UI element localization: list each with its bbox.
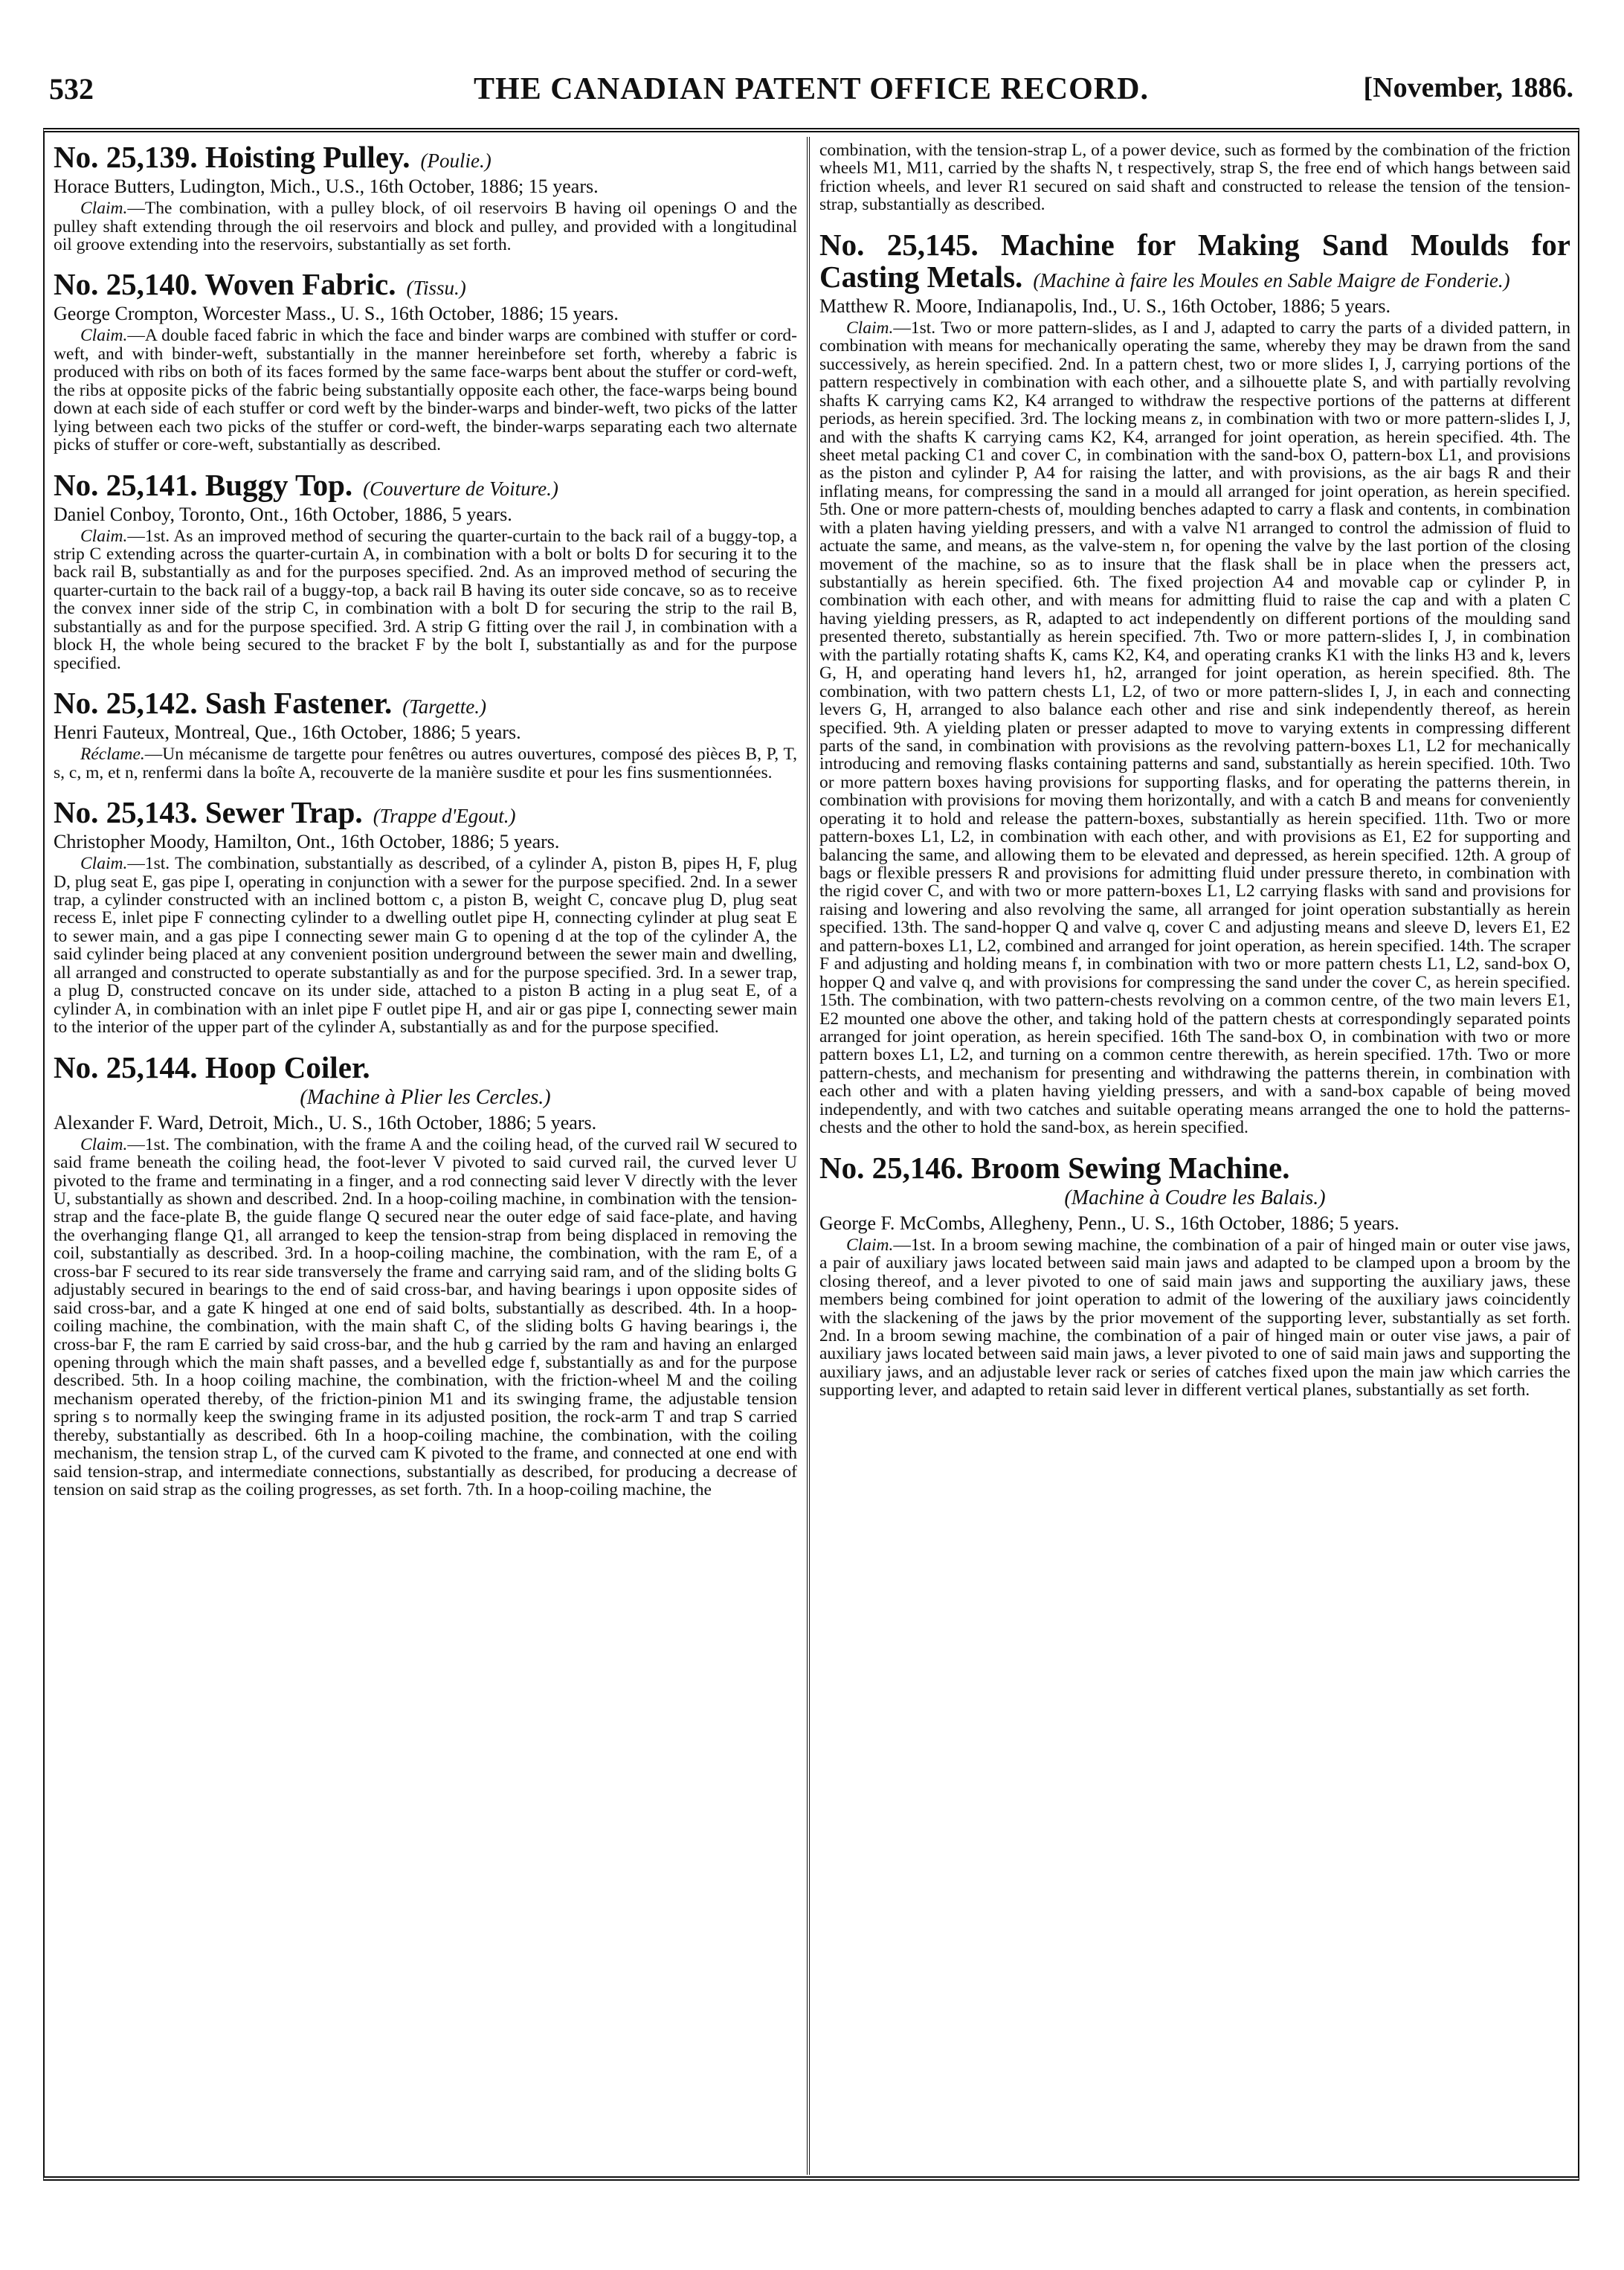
patent-entry — [819, 1152, 1570, 1400]
patent-entry — [54, 797, 797, 1036]
patent-entry — [54, 687, 797, 782]
patent-entry — [54, 141, 797, 254]
patent-entry — [819, 229, 1570, 1137]
patent-number: No. 25,146. — [819, 1150, 964, 1185]
patent-heading — [54, 687, 797, 719]
patent-claim — [54, 1136, 797, 1499]
claim-label: Claim. — [80, 1134, 128, 1154]
patent-claim — [54, 527, 797, 673]
patent-title: Woven Fabric. — [204, 267, 396, 302]
patent-inventor: Christopher Moody, Hamilton, Ont., 16th October, 1886; 5 years. — [54, 831, 560, 853]
right-column — [819, 141, 1570, 2172]
patent-claim — [54, 327, 797, 454]
patent-number: No. 25,142. — [54, 686, 198, 721]
patent-inventor: Matthew R. Moore, Indianapolis, Ind., U. S., 16th October, 1886; 5 years. — [819, 295, 1391, 317]
claim-text: —Un mécanisme de targette pour fenêtres ou autres ouvertures, composé des pièces B, P, T, s, c, m, et n, renfermi dans la boîte A, recouverte de la manière susdite et pour les fins susmentionnées. — [54, 745, 797, 782]
patent-french-title: (Machine à Plier les Cercles.) — [300, 1085, 551, 1109]
patent-french-title: (Couverture de Voiture.) — [363, 477, 558, 500]
claim-text: —1st. As an improved method of securing the quarter-curtain to the back rail of a buggy-top, a strip C extending across the quarter-curtain A, in combination with a bolt or bolts D for securing it to the back rail B, substantially as and for the purposes specified. 2nd. As an improved method of securing the quarter-curtain to the back rail of a buggy-top, a back rail B having its outer side concave, so as to receive the convex inner side of the strip C, in combination with a bolt D for securing the strip to the rail B, substantially as and for the purpose specified. 3rd. A strip G fitting over the rail J, in combination with a block H, the whole being secured to the bracket F by the bolt I, substantially as and for the purpose specified. — [54, 526, 797, 673]
claim-label: Claim. — [846, 1235, 894, 1255]
patent-claim — [54, 199, 797, 254]
patent-inventor: Horace Butters, Ludington, Mich., U.S., 16th October, 1886; 15 years. — [54, 176, 599, 198]
patent-inventor: George Crompton, Worcester Mass., U. S., 16th October, 1886; 15 years. — [54, 303, 619, 325]
patent-claim — [54, 745, 797, 782]
patent-number: No. 25,141. — [54, 467, 198, 502]
patent-title: Machine for Making Sand Moulds for Casting Metals. — [819, 227, 1570, 294]
left-column — [54, 141, 797, 2172]
issue-date: [November, 1886. — [1363, 72, 1573, 103]
page-header — [49, 71, 1573, 116]
patent-number: No. 25,140. — [54, 267, 198, 302]
patent-claim — [54, 855, 797, 1036]
patent-claim — [819, 319, 1570, 1137]
patent-heading — [819, 229, 1570, 293]
patent-french-title: (Trappe d'Egout.) — [373, 805, 516, 828]
patent-entry — [54, 469, 797, 673]
patent-heading — [54, 269, 797, 300]
patent-french-title: (Poulie.) — [420, 149, 492, 172]
patent-title: Broom Sewing Machine. — [970, 1150, 1290, 1185]
claim-text: —The combination, with a pulley block, of oil reservoirs B having oil openings O and the pulley shaft extending through the oil reservoirs and block and pulley, and provided with a longitudinal oil groove extending into the reservoirs, substantially as set forth. — [54, 199, 797, 254]
page-number: 532 — [49, 72, 94, 106]
patent-french-title: (Machine à Coudre les Balais.) — [1064, 1186, 1326, 1209]
patent-inventor: Alexander F. Ward, Detroit, Mich., U. S., 16th October, 1886; 5 years. — [54, 1111, 597, 1134]
patent-inventor: Henri Fauteux, Montreal, Que., 16th October, 1886; 5 years. — [54, 721, 521, 744]
claim-label: Claim. — [80, 326, 128, 346]
patent-inventor: Daniel Conboy, Toronto, Ont., 16th October, 1886, 5 years. — [54, 503, 512, 525]
patent-heading — [54, 1049, 797, 1084]
patent-entry — [54, 1049, 797, 1500]
patent-inventor: George F. McCombs, Allegheny, Penn., U. S., 16th October, 1886; 5 years. — [819, 1212, 1399, 1234]
claim-label: Claim. — [846, 318, 894, 338]
patent-heading — [54, 469, 797, 501]
patent-entry — [54, 269, 797, 454]
patent-title: Hoop Coiler. — [204, 1049, 370, 1084]
patent-title: Sash Fastener. — [204, 686, 393, 721]
claim-text: —A double faced fabric in which the face and binder warps are combined with stuffer or cord-weft, and with binder-weft, substantially in the manner hereinbefore set forth, whereby a fabric is produced with ribs on both of its faces formed by the same face-warps bent about the stuffer or cord-weft, the ribs at opposite picks of the fabric being substantially opposite each other, the face-warps being bound down at each side of each stuffer or cord weft by the binder-warps and binder-weft, two picks of the latter lying between each two picks of the stuffer or cord-weft, the binder-warps separating each two alternate picks of stuffer or core-weft, substantially as described. — [54, 326, 797, 455]
patent-french-title: (Machine à faire les Moules en Sable Maigre de Fonderie.) — [1033, 269, 1510, 292]
claim-label: Réclame. — [80, 745, 145, 765]
journal-title: THE CANADIAN PATENT OFFICE RECORD. — [474, 72, 1149, 106]
claim-text: —1st. The combination, substantially as described, of a cylinder A, piston B, pipes H, F, plug D, plug seat E, gas pipe I, operating in conjunction with a sewer for the purpose specified. 2nd. In a sewer trap, a cylinder constructed with an inclined bottom c, a piston B, weight C, concave plug D, plug seat recess E, inlet pipe F connecting cylinder to a dwelling outlet pipe H, connecting cylinder at plug seat E to sewer main, and a gas pipe I connecting sewer main G to opening d at the top of the cylinder A, the said cylinder being placed at any convenient position underground between the sewer main and dwelling, all arranged and constructed to operate substantially as and for the purpose specified. 3rd. In a sewer trap, a plug D, constructed concave on its under side, attached to a piston B acting in a plug seat E, of a cylinder A, in combination with an inlet pipe F outlet pipe H, and air or gas pipe I, connecting sewer main to the interior of the upper part of the cylinder A, substantially as and for the purpose specified. — [54, 854, 797, 1038]
patent-title: Hoisting Pulley. — [204, 141, 410, 174]
claim-label: Claim. — [80, 199, 128, 219]
patent-french-title: (Targette.) — [402, 695, 486, 718]
column-divider — [807, 137, 810, 2175]
patent-claim — [819, 1236, 1570, 1400]
claim-text: —1st. In a broom sewing machine, the combination of a pair of hinged main or outer vise jaws, a pair of auxiliary jaws located between said main jaws and adapted to be clamped upon a broom by the closing thereof, and a lever pivoted to one of said main jaws and supporting the auxiliary jaws, these members being combined for joint operation to admit of the lowering of the auxiliary jaws coincidently with the slackening of the jaws by the prior movement of the supporting lever, substantially as set forth. 2nd. In a broom sewing machine, the combination of a pair of hinged main or outer vise jaws, a pair of auxiliary jaws located between said main jaws, a lever pivoted to one of said main jaws and supporting the auxiliary jaws, and an adjustable lever rack or series of catches fixed upon the main jaw which carries the supporting lever, and adapted to retain said lever in different vertical planes, substantially as set forth. — [819, 1235, 1570, 1401]
patent-heading — [54, 141, 797, 173]
patent-number: No. 25,144. — [54, 1049, 198, 1084]
patent-number: No. 25,145. — [819, 227, 979, 262]
claim-label: Claim. — [80, 526, 128, 546]
patent-french-title: (Tissu.) — [406, 277, 466, 300]
patent-number: No. 25,139. — [54, 141, 198, 174]
patent-heading — [819, 1152, 1570, 1184]
patent-heading — [54, 797, 797, 829]
patent-number: No. 25,143. — [54, 795, 198, 830]
continued-claim-text: combination, with the tension-strap L, of a power device, such as formed by the combination of the friction wheels M1, M11, carried by the shafts N, t respectively, strap S, the free end of which hangs between said friction wheels, and lever R1 secured on said shaft and constructed to release the tension of the tension-strap, substantially as described. — [819, 141, 1570, 215]
claim-text: —1st. Two or more pattern-slides, as I and J, adapted to carry the parts of a divided pattern, in combination with means for mechanically operating the same, whereby they may be drawn from the sand successively, as herein specified. 2nd. In a pattern chest, two or more slides I, J, carrying portions of the pattern respectively in combination with each other, and a silhouette plate S, and with partially revolving shafts K carrying cams K2, K4 arranged to withdraw the respective portions of the patterns at different periods, as herein specified. 3rd. The locking means z, in combination with two or more pattern-slides I, J, and with the shafts K carrying cams K2, K4, arranged for joint operation, as herein specified. 4th. The sheet metal packing C1 and cover C, in combination with the sand-box O, pattern-box L1, and provisions as the piston and cylinder P, A4 for raising the latter, and with provisions, as the air bags R and their inflating means, for compressing the sand in a mould all arranged for joint operation, as herein specified. 5th. One or more pattern-chests of, moulding benches adapted to carry a flask and contents, in combination with a platen having yielding pressers, and with a valve N1 arranged to control the admission of fluid to actuate the same, and means, as the valve-stem n, for opening the valve by the last portion of the closing movement of the machine, so as to insure that the flask shall be in place when the pressers act, substantially as herein specified. 6th. The fixed projection A4 and movable cap or cylinder P, in combination with each other, and with means for admitting fluid to raise the cap and with a platen C having yielding pressers, as R, adapted to act independently on different portions of the moulding sand presented thereto, substantially as herein specified. 7th. Two or more pattern-slides I, J, in combination with the partially rotating shafts K, cams K2, K4, and operating cranks K1 with the links H3 and k, levers G, H, and operating hand levers h1, h2, arranged for joint operation, as herein specified. 8th. The combination, with two pattern chests L1, L2, of two or more pattern-slides I, J, in each and connecting levers G, H, arranged to also balance each other and rise and sink independently thereof, as herein specified. 9th. A yielding platen or presser adapted to move to varying extents in compressing different parts of the sand, in combination with provisions as the revolving pattern-boxes L1, L2 for mechanically introducing and removing flasks containing patterns and sand, substantially as herein specified. 10th. Two or more pattern boxes having provisions for supporting flasks, and for operating the patterns therein, in combination with provisions for moving them horizontally, and with a catch B and means for conveniently operating it to hold and release the pattern-boxes, substantially as herein specified. 11th. Two or more pattern-boxes L1, L2, in combination with each other, and with provisions as E1, E2 for supporting and balancing the same, and allowing them to be elevated and depressed, as herein specified. 12th. A group of bags or flexible pressers R and provisions for admitting fluid under pressure thereto, in combination with the rigid cover C, and with two or more pattern-boxes L1, L2 carrying flasks with sand and provisions for raising and lowering and also revolving the same, all arranged for joint operation substantially as herein specified. 13th. The sand-hopper Q and valve q, cover C and adjusting means and sleeve D, levers E1, E2 and pattern-boxes L1, L2, combined and arranged for joint operation, as herein specified. 14th. The scraper F and adjusting and holding means f, in combination with two or more pattern chests L1, L2, sand-box O, hopper Q and valve q, and with provisions for compressing the sand under the cover C, as herein specified. 15th. The combination, with two pattern-chests revolving on a common centre, of the two main levers E1, E2 mounted one above the other, and taking hold of the pattern chests at correspondingly separated points arranged for joint operation, as herein specified. 16th The sand-box O, in combination with two or more pattern boxes L1, L2, and turning on a common centre therewith, as herein specified. 17th. Two or more pattern-chests, and mechanism for presenting and withdrawing the patterns therein, in combination with each other and with a platen having yielding pressers, and with a sand-box capable of being moved independently, and with two catches and suitable operating means arranged the one to hold the patterns-chests and the other to hold the sand-box, as herein specified. — [819, 318, 1570, 1138]
claim-text: —1st. The combination, with the frame A and the coiling head, of the curved rail W secured to said frame beneath the coiling head, the foot-lever V pivoted to said curved rail, the curved lever U pivoted to the frame and terminating in a finger, and a rod connecting said lever V directly with the lever U, substantially as shown and described. 2nd. In a hoop-coiling machine, in combination with the tension-strap and the face-plate B, the guide flange Q secured near the outer edge of said face-plate, and having the overhanging flange Q1, all arranged to keep the tension-strap from being displaced in removing the coil, substantially as described. 3rd. In a hoop-coiling machine, the combination, with the ram E, of a cross-bar F secured to its rear side transversely the frame and carrying said ram, and of the sliding bolts G adjustably secured in bearings to the end of said cross-bar, and having bearings i upon opposite sides of said cross-bar, and a gate K hinged at one end of said bolts, substantially as described. 4th. In a hoop-coiling machine, the combination, with the main shaft C, of the sliding bolts G having bearings i, the cross-bar F, the ram E carried by said cross-bar, and the hub g carried by the ram and having an enlarged opening through which the main shaft passes, and a bevelled edge f, substantially as and for the purpose described. 5th. In a hoop coiling machine, the combination, with the friction-wheel M and the coiling mechanism operated thereby, of the friction-pinion M1 and its swinging frame, the adjustable tension spring s to normally keep the swinging frame in its adjusted position, the rock-arm T and trap S carried thereby, substantially as described. 6th In a hoop-coiling machine, the combination, with the coiling mechanism, the tension strap L, of the curved cam K pivoted to the frame, and connected at one end with said tension-strap, and intermediate connections, substantially as described, for producing a decrease of tension on said strap as the coiling progresses, as set forth. 7th. In a hoop-coiling machine, the — [54, 1134, 797, 1500]
claim-label: Claim. — [80, 854, 128, 874]
patent-title: Buggy Top. — [204, 467, 353, 502]
patent-title: Sewer Trap. — [204, 795, 363, 830]
